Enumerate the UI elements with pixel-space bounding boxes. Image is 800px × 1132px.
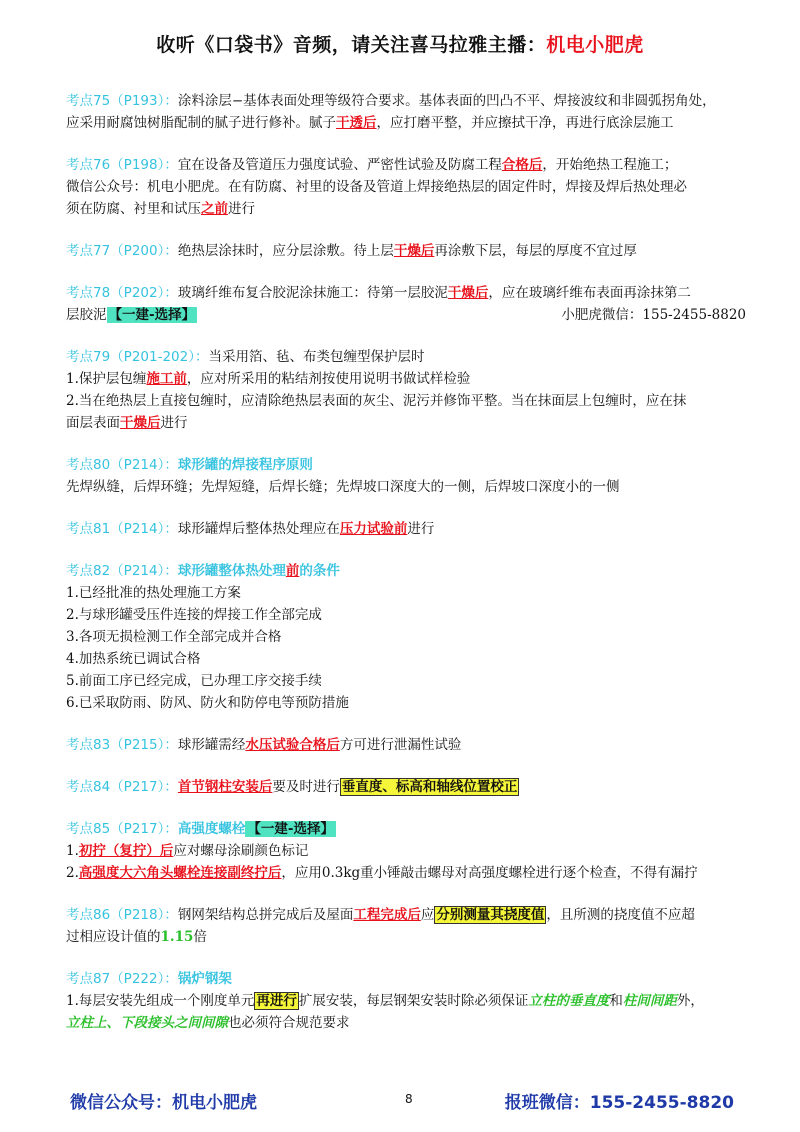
footer-signup-wechat: 报班微信：155-2455-8820 — [504, 1093, 734, 1113]
exam-tag: 【一建-选择】 — [247, 821, 334, 837]
green-emphasis: 柱间间距 — [622, 993, 677, 1009]
emphasis: 干燥后 — [447, 285, 489, 301]
text: ，应在玻璃纤维布表面再涂抹第二 — [488, 285, 691, 301]
text: 微信公众号：机电小肥虎。在有防腐、衬里的设备及管道上焊接绝热层的固定件时，焊接及焊后热处理必 — [66, 179, 687, 195]
emphasis: 压力试验前 — [339, 521, 408, 537]
text: 方可进行泄漏性试验 — [339, 737, 462, 753]
highlight: 再进行 — [256, 993, 297, 1009]
text: 1. — [66, 843, 79, 859]
text: 进行 — [407, 521, 435, 537]
point-label: 考点84（P217）： — [66, 779, 178, 795]
text: 球形罐需经 — [177, 737, 246, 753]
emphasis: 干燥后 — [120, 415, 161, 431]
text: 面层表面 — [66, 415, 120, 431]
green-emphasis: 立柱上、下段接头之间间隙 — [66, 1015, 228, 1031]
text: ，应对所采用的粘结剂按使用说明书做试样检验 — [186, 371, 471, 387]
text: 也必须符合规范要求 — [228, 1015, 350, 1031]
page-header — [0, 30, 800, 57]
point-label: 考点78（P202）： — [66, 285, 178, 301]
point-label: 考点81（P214）： — [66, 521, 178, 537]
text: ，应用0.3kg重小锤敲击螺母对高强度螺栓进行逐个检查，不得有漏拧 — [281, 865, 698, 881]
header-prefix: 收听《口袋书》音频，请关注喜马拉雅主播： — [156, 34, 547, 56]
emphasis: 合格后 — [501, 157, 543, 173]
green-emphasis: 立柱的垂直度 — [528, 993, 610, 1009]
point-82 — [66, 560, 746, 714]
point-76 — [66, 154, 746, 220]
wechat-contact: 小肥虎微信：155-2455-8820 — [561, 307, 746, 323]
list-item: 4.加热系统已调试合格 — [66, 651, 201, 667]
text: 2. — [66, 865, 79, 881]
point-83 — [66, 734, 746, 756]
header-anchor-name: 机电小肥虎 — [546, 34, 644, 56]
text: 层胶泥 — [66, 307, 107, 323]
point-84 — [66, 776, 746, 798]
emphasis: 首节钢柱安装后 — [177, 779, 273, 795]
point-81 — [66, 518, 746, 540]
text: 应对螺母涂刷颜色标记 — [173, 843, 309, 859]
text: 球形罐焊后整体热处理应在 — [177, 521, 340, 537]
text: 宜在设备及管道压力强度试验、严密性试验及防腐工程 — [177, 157, 502, 173]
point-label: 考点80（P214）： — [66, 457, 178, 473]
point-85 — [66, 818, 746, 884]
emphasis: 干透后 — [336, 115, 377, 131]
text: ，应打磨平整，并应擦拭干净，再进行底涂层施工 — [376, 115, 674, 131]
point-75 — [66, 90, 746, 134]
point-title: 高强度螺栓 — [177, 821, 246, 837]
emphasis: 高强度大六角头螺栓连接副终拧后 — [78, 865, 282, 881]
highlight: 分别测量其挠度值 — [436, 907, 545, 923]
point-label: 考点85（P217）： — [66, 821, 178, 837]
list-item: 2.与球形罐受压件连接的焊接工作全部完成 — [66, 607, 322, 623]
text: 钢网架结构总拼完成后及屋面 — [177, 907, 354, 923]
text: 2.当在绝热层上直接包缠时，应清除绝热层表面的灰尘、泥污并修饰平整。当在抹面层上包缠时，应在抹 — [66, 393, 687, 409]
text: 当采用箔、毡、布类包缠型保护层时 — [208, 349, 425, 365]
text: 玻璃纤维布复合胶泥涂抹施工：待第一层胶泥 — [177, 285, 448, 301]
emphasis: 施工前 — [146, 371, 187, 387]
text: 进行 — [160, 415, 188, 431]
text: 和 — [609, 993, 623, 1009]
point-87 — [66, 968, 746, 1034]
text: 过相应设计值的 — [66, 929, 161, 945]
point-label: 考点83（P215）： — [66, 737, 178, 753]
content-area — [66, 90, 746, 1054]
value: 1.15 — [160, 929, 194, 945]
text: ，且所测的挠度值不应超 — [546, 907, 695, 923]
point-86 — [66, 904, 746, 948]
point-80 — [66, 454, 746, 498]
point-title: 球形罐整体热处理 — [177, 563, 286, 579]
text: 应 — [420, 907, 435, 923]
page-number: 8 — [405, 1092, 413, 1106]
list-item: 1.已经批准的热处理施工方案 — [66, 585, 241, 601]
point-label: 考点76（P198）： — [66, 157, 178, 173]
list-item: 3.各项无损检测工作全部完成并合格 — [66, 629, 282, 645]
text: ，开始绝热工程施工； — [542, 157, 678, 173]
emphasis: 前 — [285, 563, 300, 579]
point-title: 的条件 — [299, 563, 340, 579]
text: 涂料涂层−基体表面处理等级符合要求。基体表面的凹凸不平、焊接波纹和非圆弧拐角处， — [177, 93, 716, 109]
point-label: 考点75（P193）： — [66, 93, 178, 109]
point-79 — [66, 346, 746, 434]
point-label: 考点77（P200）： — [66, 243, 178, 259]
text: 进行 — [228, 201, 255, 217]
point-title: 锅炉钢架 — [177, 971, 232, 987]
highlight: 垂直度、标高和轴线位置校正 — [341, 779, 518, 795]
point-label: 考点79（P201-202）： — [66, 349, 209, 365]
text: 先焊纵缝，后焊环缝；先焊短缝，后焊长缝；先焊坡口深度大的一侧，后焊坡口深度小的一侧 — [66, 479, 620, 495]
footer-wechat-account: 微信公众号：机电小肥虎 — [70, 1093, 257, 1113]
text: 倍 — [193, 929, 207, 945]
point-78 — [66, 282, 746, 326]
list-item: 5.前面工序已经完成，已办理工序交接手续 — [66, 673, 322, 689]
exam-tag: 【一建-选择】 — [108, 307, 196, 323]
list-item: 6.已采取防雨、防风、防火和防停电等预防措施 — [66, 695, 349, 711]
emphasis: 水压试验合格后 — [245, 737, 340, 753]
emphasis: 干燥后 — [393, 243, 435, 259]
text: 扩展安装，每层钢架安装时除必须保证 — [298, 993, 529, 1009]
point-label: 考点87（P222）： — [66, 971, 178, 987]
text: 1.保护层包缠 — [66, 371, 147, 387]
emphasis: 初拧（复拧）后 — [78, 843, 174, 859]
point-label: 考点82（P214）： — [66, 563, 178, 579]
point-77 — [66, 240, 746, 262]
text: 须在防腐、衬里和试压 — [66, 201, 201, 217]
text: 要及时进行 — [272, 779, 340, 795]
emphasis: 之前 — [201, 201, 228, 217]
text: 绝热层涂抹时，应分层涂敷。待上层 — [177, 243, 394, 259]
text: 再涂敷下层，每层的厚度不宜过厚 — [434, 243, 637, 259]
text: 1.每层安装先组成一个刚度单元 — [66, 993, 255, 1009]
point-label: 考点86（P218）： — [66, 907, 178, 923]
point-title: 球形罐的焊接程序原则 — [177, 457, 313, 473]
emphasis: 工程完成后 — [353, 907, 421, 923]
text: 应采用耐腐蚀树脂配制的腻子进行修补。腻子 — [66, 115, 336, 131]
text: 外， — [676, 993, 704, 1009]
